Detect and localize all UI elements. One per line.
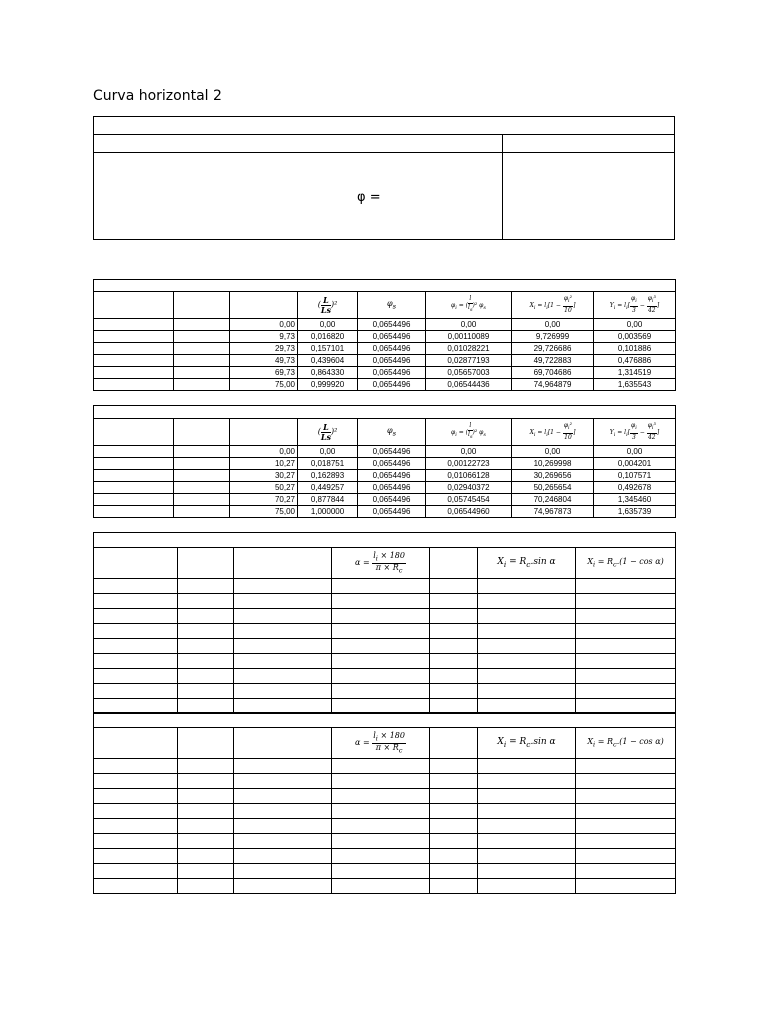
empty-cell [332,624,430,639]
empty-cell [478,819,576,834]
table-cell: 0,01066128 [426,470,512,482]
empty-cell [430,639,478,654]
empty-cell [332,654,430,669]
table-cell: 0,0654496 [358,494,426,506]
table-cell: 29,726686 [512,343,594,355]
empty-cell [234,834,332,849]
empty-cell [332,819,430,834]
empty-cell [94,379,174,391]
empty-cell [94,834,178,849]
formula-phi-i: $\varphi_i$ = ( $\frac{l}{l_s}$ )² $\varphi_s$ [426,292,512,319]
formula-phi-i: $\varphi_i$ = ( $\frac{l}{l_s}$ )² $\varphi_s$ [426,419,512,446]
empty-cell [234,609,332,624]
empty-cell [178,804,234,819]
phi-label: φ = [357,190,381,205]
table-title-row [94,713,676,728]
table-cell: 0,0654496 [358,446,426,458]
empty-cell [234,759,332,774]
empty-cell [178,849,234,864]
empty-cell [234,819,332,834]
empty-cell [478,759,576,774]
table-row [94,579,676,594]
empty-cell [94,331,174,343]
empty-cell [478,864,576,879]
table-cell: 0,476886 [594,355,676,367]
empty-cell [430,774,478,789]
table-cell: 0,00 [512,446,594,458]
empty-cell [174,343,230,355]
empty-cell [332,579,430,594]
empty-cell [576,819,676,834]
empty-cell [94,849,178,864]
empty-cell [234,624,332,639]
empty-cell [94,343,174,355]
table-row [94,482,676,494]
empty-cell [478,789,576,804]
formula-phi-s: $\varphi_s$ [358,419,426,446]
table-cell: 0,0654496 [358,379,426,391]
table-row [94,684,676,699]
formula-y-cos: $X_i = R_c.(1 - \cos \alpha)$ [576,728,676,759]
parameters-box-column-divider [502,134,503,240]
empty-cell [234,864,332,879]
empty-cell [430,864,478,879]
table-row [94,446,676,458]
table-row [94,819,676,834]
table-cell: 0,0654496 [358,506,426,518]
empty-cell [178,879,234,894]
empty-cell [178,774,234,789]
empty-cell [174,446,230,458]
empty-cell [332,879,430,894]
empty-cell [234,684,332,699]
empty-cell [478,654,576,669]
table-cell: 0,00110089 [426,331,512,343]
empty-cell [94,494,174,506]
empty-cell [576,579,676,594]
circular-table-1 [93,532,676,714]
empty-cell [234,594,332,609]
empty-cell [430,834,478,849]
empty-cell [478,594,576,609]
empty-cell [430,609,478,624]
empty-cell [430,579,478,594]
table-title-row [94,280,676,292]
empty-cell [94,355,174,367]
empty-cell [178,624,234,639]
empty-cell [478,609,576,624]
formula-y-i: $Y_i = l_i$[ $\frac{\varphi_i}{3}$ − $\frac{\varphi_i^3}{42}$ ] [594,292,676,319]
empty-cell [178,609,234,624]
table-cell: 0,101886 [594,343,676,355]
empty-cell [178,579,234,594]
table-row [94,669,676,684]
empty-cell [94,609,178,624]
empty-cell [234,879,332,894]
empty-cell [430,759,478,774]
empty-cell [576,609,676,624]
empty-cell [178,684,234,699]
formula-x-i: $X_i = l_i[1$ − $\frac{\varphi_i^2}{10}$ ] [512,419,594,446]
table-header-row [94,292,676,319]
table-cell: 49,73 [230,355,298,367]
empty-cell [178,669,234,684]
table-row [94,654,676,669]
empty-cell [178,759,234,774]
table-cell: 70,27 [230,494,298,506]
table-cell: 0,018751 [298,458,358,470]
table-cell: 29,73 [230,343,298,355]
empty-cell [332,864,430,879]
parameters-box-divider [93,152,675,153]
empty-cell [576,639,676,654]
table-cell: 0,0654496 [358,470,426,482]
table-cell: 0,00122723 [426,458,512,470]
empty-cell [478,774,576,789]
empty-cell [178,864,234,879]
empty-cell [576,879,676,894]
table-row [94,864,676,879]
table-header-row [94,548,676,579]
empty-cell [478,804,576,819]
empty-cell [478,849,576,864]
empty-cell [576,654,676,669]
table-cell: 0,0654496 [358,355,426,367]
empty-cell [576,834,676,849]
empty-cell [94,879,178,894]
empty-cell [332,594,430,609]
table-cell: 0,0654496 [358,331,426,343]
formula-phi-s: $\varphi_s$ [358,292,426,319]
empty-cell [430,684,478,699]
table-row [94,624,676,639]
table-cell: 9,73 [230,331,298,343]
empty-cell [178,594,234,609]
empty-cell [332,684,430,699]
table-cell: 10,27 [230,458,298,470]
table-cell: 1,345460 [594,494,676,506]
empty-cell [430,624,478,639]
empty-cell [576,789,676,804]
table-header-row [94,419,676,446]
table-cell: 0,06544436 [426,379,512,391]
empty-cell [94,669,178,684]
table-cell: 0,00 [230,319,298,331]
empty-cell [174,506,230,518]
empty-cell [178,819,234,834]
table-cell: 30,269656 [512,470,594,482]
empty-cell [174,458,230,470]
table-cell: 0,05657003 [426,367,512,379]
table-row [94,879,676,894]
formula-x-sin: $X_i = R_c.\sin$ α [478,548,576,579]
table-cell: 69,73 [230,367,298,379]
table-cell: 0,00 [426,446,512,458]
empty-cell [94,684,178,699]
table-cell: 0,06544960 [426,506,512,518]
empty-cell [94,319,174,331]
table-cell: 0,003569 [594,331,676,343]
table-row [94,355,676,367]
table-title-row [94,533,676,548]
empty-cell [478,879,576,894]
table-header-row [94,728,676,759]
formula-x-sin: $X_i = R_c.\sin$ α [478,728,576,759]
table-row [94,343,676,355]
table-row [94,609,676,624]
empty-cell [576,624,676,639]
empty-cell [174,367,230,379]
table-cell: 0,864330 [298,367,358,379]
table-row [94,789,676,804]
table-cell: 0,05745454 [426,494,512,506]
spiral-table-entry [93,279,676,391]
empty-cell [576,684,676,699]
empty-cell [430,849,478,864]
empty-cell [332,849,430,864]
empty-cell [478,834,576,849]
empty-cell [174,482,230,494]
empty-cell [332,774,430,789]
table-row [94,834,676,849]
table-cell: 1,000000 [298,506,358,518]
spiral-table-exit [93,405,676,518]
empty-cell [576,864,676,879]
empty-cell [576,669,676,684]
table-row [94,331,676,343]
table-cell: 1,635739 [594,506,676,518]
empty-cell [94,579,178,594]
table-cell: 0,00 [298,446,358,458]
formula-l-ls-squared: ( $\frac{L}{Ls}$ )² [298,292,358,319]
empty-cell [478,669,576,684]
table-row [94,367,676,379]
empty-cell [332,759,430,774]
empty-cell [332,639,430,654]
empty-cell [94,804,178,819]
empty-cell [234,639,332,654]
table-cell: 0,00 [594,319,676,331]
empty-cell [94,654,178,669]
empty-cell [430,789,478,804]
table-cell: 0,439604 [298,355,358,367]
table-cell: 0,877844 [298,494,358,506]
table-row [94,506,676,518]
table-cell: 0,004201 [594,458,676,470]
empty-cell [94,458,174,470]
table-title-row [94,406,676,419]
empty-cell [234,654,332,669]
empty-cell [332,789,430,804]
empty-cell [234,579,332,594]
empty-cell [430,594,478,609]
formula-x-i: $X_i = l_i[1$ − $\frac{\varphi_i^2}{10}$ ] [512,292,594,319]
table-cell: 74,967873 [512,506,594,518]
table-cell: 0,0654496 [358,458,426,470]
empty-cell [478,639,576,654]
table-cell: 70,246804 [512,494,594,506]
empty-cell [94,594,178,609]
empty-cell [234,789,332,804]
table-cell: 0,492678 [594,482,676,494]
table-cell: 0,157101 [298,343,358,355]
table-cell: 0,162893 [298,470,358,482]
empty-cell [430,879,478,894]
parameters-box-divider [93,134,675,135]
table-cell: 0,107571 [594,470,676,482]
table-cell: 0,016820 [298,331,358,343]
empty-cell [94,506,174,518]
table-row [94,759,676,774]
empty-cell [94,482,174,494]
empty-cell [234,849,332,864]
empty-cell [332,804,430,819]
empty-cell [94,774,178,789]
empty-cell [478,579,576,594]
table-cell: 0,00 [298,319,358,331]
empty-cell [174,319,230,331]
table-cell: 9,726999 [512,331,594,343]
table-cell: 1,635543 [594,379,676,391]
empty-cell [234,774,332,789]
formula-y-cos: $X_i = R_c.(1 - \cos \alpha)$ [576,548,676,579]
table-cell: 74,964879 [512,379,594,391]
table-row [94,774,676,789]
table-row [94,594,676,609]
empty-cell [332,669,430,684]
formula-l-ls-squared: ( $\frac{L}{Ls}$ )² [298,419,358,446]
table-cell: 50,265654 [512,482,594,494]
circular-table-2 [93,712,676,894]
table-cell: 0,00 [512,319,594,331]
table-cell: 0,00 [230,446,298,458]
empty-cell [430,819,478,834]
empty-cell [576,774,676,789]
table-cell: 0,999920 [298,379,358,391]
table-cell: 0,0654496 [358,343,426,355]
formula-alpha: α = $\frac{l_i \times 180}{\pi \times R_c}$ [332,728,430,759]
table-cell: 0,0654496 [358,367,426,379]
empty-cell [94,789,178,804]
table-cell: 75,00 [230,379,298,391]
empty-cell [174,355,230,367]
empty-cell [94,864,178,879]
table-row [94,379,676,391]
table-cell: 10,269998 [512,458,594,470]
table-cell: 69,704686 [512,367,594,379]
table-cell: 0,00 [594,446,676,458]
empty-cell [94,639,178,654]
empty-cell [430,669,478,684]
formula-y-i: $Y_i = l_i$[ $\frac{\varphi_i}{3}$ − $\frac{\varphi_i^3}{42}$ ] [594,419,676,446]
empty-cell [174,331,230,343]
empty-cell [174,379,230,391]
empty-cell [178,639,234,654]
empty-cell [430,654,478,669]
empty-cell [576,804,676,819]
empty-cell [234,804,332,819]
table-cell: 0,0654496 [358,482,426,494]
empty-cell [94,367,174,379]
empty-cell [576,759,676,774]
empty-cell [94,470,174,482]
empty-cell [178,834,234,849]
empty-cell [234,669,332,684]
table-row [94,458,676,470]
table-cell: 1,314519 [594,367,676,379]
empty-cell [332,834,430,849]
table-row [94,319,676,331]
table-cell: 0,0654496 [358,319,426,331]
table-cell: 30,27 [230,470,298,482]
table-row [94,639,676,654]
page-title: Curva horizontal 2 [93,88,222,104]
table-cell: 0,02940372 [426,482,512,494]
table-cell: 50,27 [230,482,298,494]
empty-cell [332,609,430,624]
formula-alpha: α = $\frac{l_i \times 180}{\pi \times R_c}$ [332,548,430,579]
empty-cell [576,594,676,609]
table-cell: 0,02877193 [426,355,512,367]
empty-cell [178,789,234,804]
empty-cell [94,624,178,639]
table-row [94,494,676,506]
table-cell: 0,00 [426,319,512,331]
empty-cell [174,494,230,506]
empty-cell [478,684,576,699]
empty-cell [576,849,676,864]
table-row [94,849,676,864]
table-cell: 75,00 [230,506,298,518]
table-cell: 0,01028221 [426,343,512,355]
table-row [94,804,676,819]
empty-cell [174,470,230,482]
table-row [94,470,676,482]
table-cell: 49,722883 [512,355,594,367]
empty-cell [94,759,178,774]
table-cell: 0,449257 [298,482,358,494]
empty-cell [478,624,576,639]
empty-cell [178,654,234,669]
empty-cell [94,819,178,834]
empty-cell [94,446,174,458]
empty-cell [430,804,478,819]
